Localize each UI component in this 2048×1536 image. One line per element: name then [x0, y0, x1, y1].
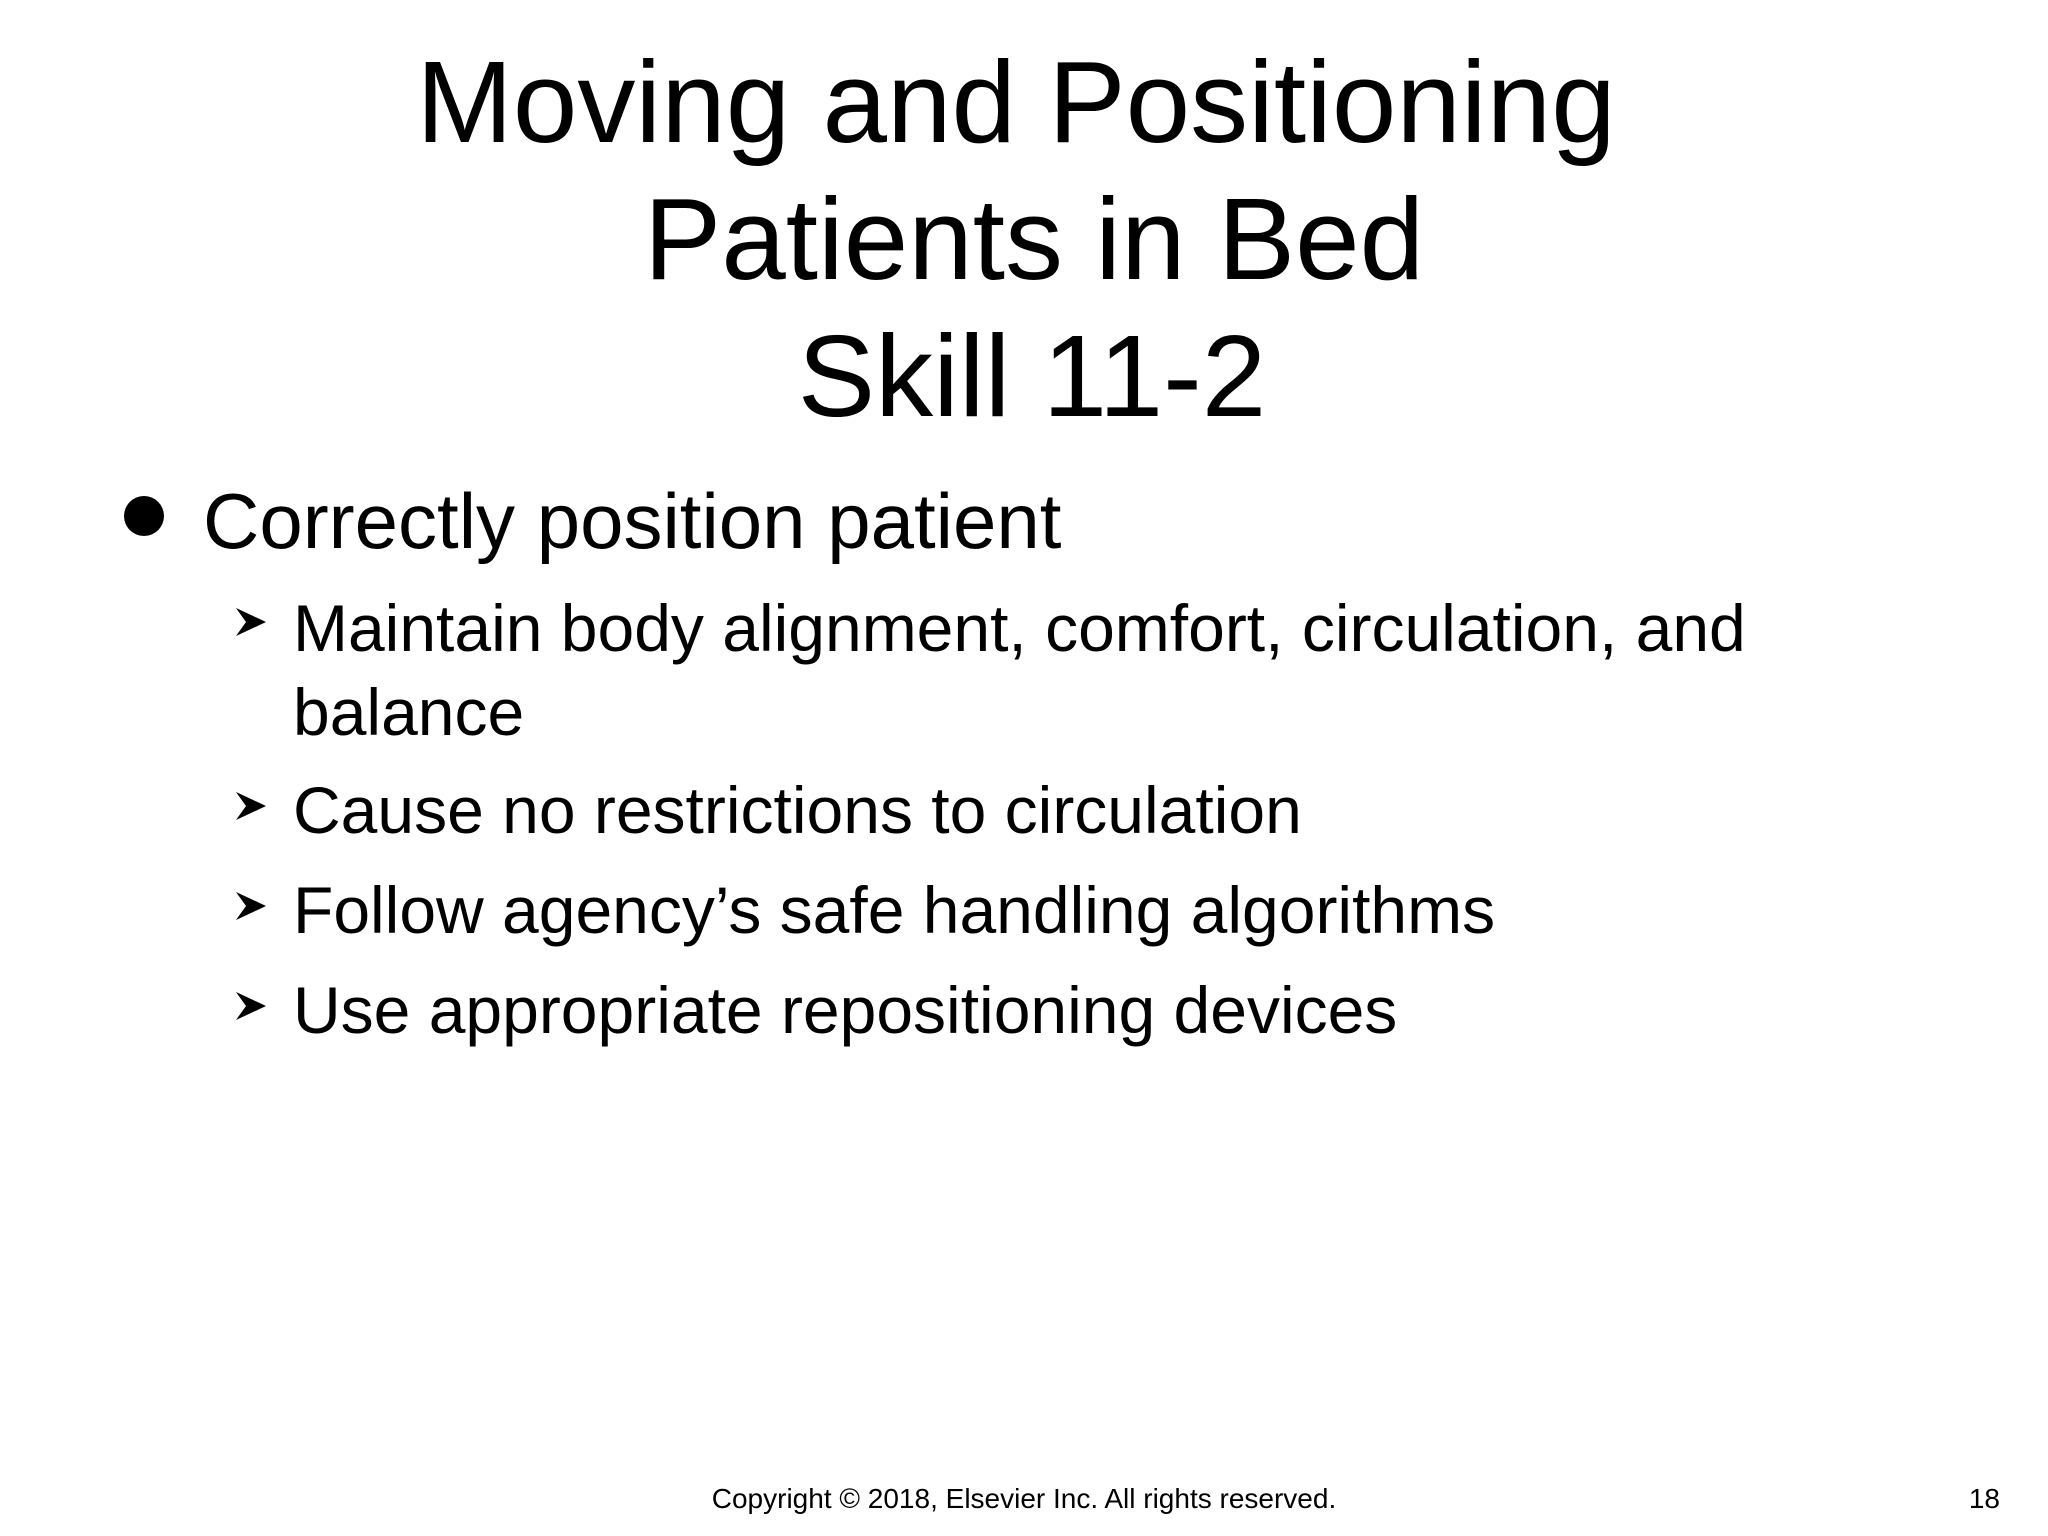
copyright-footer: Copyright © 2018, Elsevier Inc. All rights reserved. [711, 1483, 1337, 1514]
sub-bullet-4: Use appropriate repositioning devices [293, 973, 1398, 1047]
arrowhead-bullet-icon [232, 602, 272, 642]
bullet-dot-icon [124, 496, 164, 536]
sub-bullet-1: Maintain body alignment, comfort, circulation, and balance [293, 591, 1746, 749]
title-line-3: Skill 11-2 [797, 311, 1267, 441]
bullet-text: Correctly position patient [203, 477, 1062, 565]
arrowhead-bullet-icon [232, 786, 272, 826]
sub-bullet-2: Cause no restrictions to circulation [293, 773, 1302, 847]
title-line-1: Moving and Positioning [416, 37, 1616, 167]
sub-bullet-3: Follow agency’s safe handling algorithms [293, 873, 1496, 947]
title-line-2: Patients in Bed [643, 174, 1425, 304]
arrowhead-bullet-icon [232, 886, 272, 926]
page-number: 18 [1968, 1483, 2000, 1514]
arrowhead-bullet-icon [232, 986, 272, 1026]
slide-title [0, 34, 2048, 445]
